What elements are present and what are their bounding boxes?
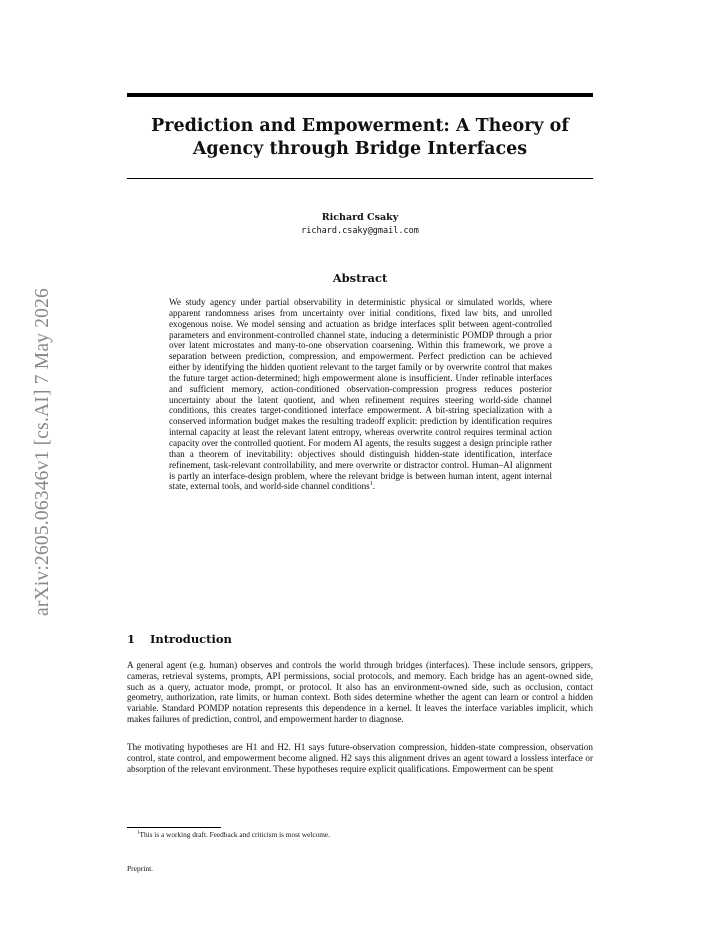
preprint-label: Preprint. bbox=[127, 864, 154, 873]
author-name: Richard Csaky bbox=[321, 212, 399, 223]
section-title: Introduction bbox=[150, 632, 232, 646]
abstract-body: We study agency under partial observability in deterministic physical or simulated worlds, where apparent randomness arises from uncertainty over initial conditions, fixed law bits, and unrolled exogenous noise. We model sensing and actuation as bridge interfaces split between agent-controlled parameters and environment-controlled channel state, inducing a deterministic POMDP through a prior over latent microstates and many-to-one observation coarsening. Within this framework, we prove a separation between prediction, compression, and empowerment. Perfect prediction can be achieved either by identifying the hidden quotient relevant to the target family or by overwrite control that makes the future target action-determined; high empowerment alone is insufficient. Under refinable interfaces and sufficient memory, action-conditioned observation-compression progress reduces posterior uncertainty about the latent quotient, and when refinement requires steering world-side channel conditions, this creates target-conditioned interface empowerment. A bit-string specialization with a conserved information budget makes the resulting tradeoff explicit: prediction by identification requires internal capacity at least the relevant latent entropy, whereas overwrite control requires terminal action capacity over the controlled quotient. For modern AI agents, the results suggest a design principle rather than a theorem of inevitability: objectives should distinguish hidden-state identification, interface refinement, task-relevant controllability, and mere overwrite or distractor control. Human–AI alignment is partly an interface-design problem, where the relevant bridge is between human intent, agent internal state, external tools, and world-side channel conditions$^1$. bbox=[169, 297, 552, 492]
paper-title: Prediction and Empowerment: A Theory of Agency through Bridge Interfaces bbox=[151, 116, 569, 159]
author-email: richard.csaky@gmail.com bbox=[301, 226, 419, 236]
abstract-text: We study agency under partial observability in deterministic physical or simulated worlds, where apparent randomness arises from uncertainty over initial conditions, fixed law bits, and unrolled exogenous noise. We model sensing and actuation as bridge interfaces split between agent-controlled parameters and environment-controlled channel state, inducing a deterministic POMDP through a prior over latent microstates and many-to-one observation coarsening. Within this framework, we prove a separation between prediction, compression, and empowerment. Perfect prediction can be achieved either by identifying the hidden quotient relevant to the target family or by overwrite control that makes the future target action-determined; high empowerment alone is insufficient. Under refinable interfaces and sufficient memory, action-conditioned observation-compression progress reduces posterior uncertainty about the latent quotient, and when refinement requires steering world-side channel conditions, this creates target-conditioned interface empowerment. A bit-string specialization with a conserved information budget makes the resulting tradeoff explicit: prediction by identification requires internal capacity at least the relevant latent entropy, whereas overwrite control requires terminal action capacity over the controlled quotient. For modern AI agents, the results suggest a design principle rather than a theorem of inevitability: objectives should distinguish hidden-state identification, interface refinement, task-relevant controllability, and mere overwrite or distractor control. Human–AI alignment is partly an interface-design problem, where the relevant bridge is between human intent, agent internal state, external tools, and world-side channel conditions bbox=[169, 297, 552, 492]
title-top-rule bbox=[127, 93, 593, 97]
abstract-footnote-marker: 1 bbox=[369, 481, 373, 488]
abstract-heading: Abstract bbox=[332, 271, 388, 285]
footnote-marker: 1 bbox=[137, 830, 140, 836]
section-number: 1 bbox=[127, 632, 136, 646]
footnote-rule bbox=[127, 827, 221, 828]
arxiv-side-identifier: arXiv:2605.06346v1 [cs.AI] 7 May 2026 bbox=[32, 287, 53, 617]
footnote-text: This is a working draft. Feedback and criticism is most welcome. bbox=[139, 830, 330, 839]
intro-paragraph-2: The motivating hypotheses are H1 and H2. H1 says future-observation compression, hidden-state compression, observation control, state control, and empowerment become aligned. H2 says this alignment drives an agent toward a lossless interface or absorption of the relevant environment. These hypotheses require explicit qualifications. Empowerment can be spent bbox=[127, 742, 593, 774]
intro-paragraph-1: A general agent (e.g. human) observes and controls the world through bridges (interfaces). These include sensors, grippers, cameras, retrieval systems, prompts, API permissions, social protocols, and memory. Each bridge has an agent-owned side, such as a query, actuator mode, prompt, or protocol. It also has an environment-owned side, such as occlusion, contact geometry, authorization, rate limits, or human context. Both sides determine whether the agent can learn or control a hidden variable. Standard POMDP notation represents this dependence in a kernel. It leaves the interface variables implicit, which makes failures of prediction, control, and empowerment harder to diagnose. bbox=[127, 660, 593, 724]
footnote bbox=[137, 830, 593, 839]
section-heading bbox=[127, 632, 232, 646]
title-bottom-rule bbox=[127, 178, 593, 179]
